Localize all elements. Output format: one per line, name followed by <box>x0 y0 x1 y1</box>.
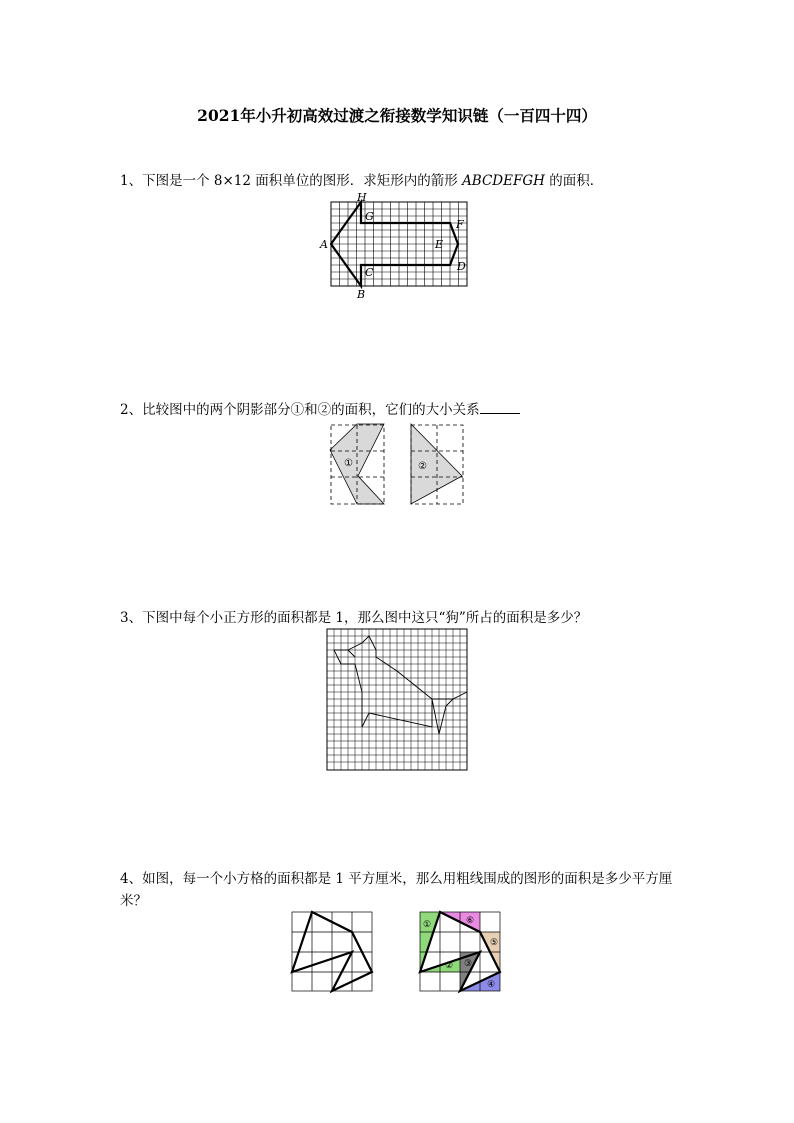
question-text: 如图，每一个小方格的面积都是 1 平方厘米，那么用粗线围成的图形的面积是多少平方厘米？ <box>120 871 673 909</box>
region-label-1: ① <box>423 920 432 930</box>
label-e: E <box>435 238 444 251</box>
label-a: A <box>320 238 328 251</box>
and-word: 和 <box>304 402 318 418</box>
question-text: 下图是一个 8×12 面积单位的图形．求矩形内的箭形 <box>142 173 458 189</box>
answer-blank <box>480 399 520 414</box>
question-number: 1、 <box>120 173 143 189</box>
label-c: C <box>365 266 374 279</box>
question-number: 3、 <box>120 610 143 626</box>
region-label-3: ③ <box>464 959 473 969</box>
label-h: H <box>357 191 367 204</box>
region-2-label: ② <box>418 461 427 472</box>
figure-name: ABCDEFGH <box>462 173 545 189</box>
region-label-5: ⑤ <box>490 938 499 948</box>
label-d: D <box>457 260 466 273</box>
page-title: 2021年小升初高效过渡之衔接数学知识链（一百四十四） <box>197 106 597 125</box>
dog-figure <box>326 628 468 771</box>
label-f: F <box>456 218 464 231</box>
region-label-4: ④ <box>487 980 496 990</box>
question-4 <box>120 868 680 912</box>
mark-2: ② <box>317 402 332 418</box>
arrow-figure <box>318 190 478 302</box>
question-text-end: 的面积，它们的大小关系 <box>331 402 480 418</box>
grid-4a <box>292 912 372 991</box>
region-label-6: ⑥ <box>466 916 475 926</box>
mark-1: ① <box>290 402 305 418</box>
region-label-2: ② <box>445 961 454 971</box>
question-text: 比较图中的两个阴影部分 <box>142 402 291 418</box>
label-b: B <box>357 288 366 301</box>
figure-4b <box>419 911 503 993</box>
question-number: 2、 <box>120 402 143 418</box>
label-g: G <box>365 210 374 223</box>
question-1 <box>120 170 603 192</box>
question-text-end: 的面积． <box>549 173 604 189</box>
question-3 <box>120 607 587 629</box>
figure-4a <box>291 911 375 993</box>
region-1-label: ① <box>344 458 353 469</box>
question-number: 4、 <box>120 871 143 887</box>
question-text: 下图中每个小正方形的面积都是 1，那么图中这只“狗”所占的面积是多少？ <box>142 610 588 626</box>
question-2 <box>120 399 520 421</box>
compare-figure <box>330 424 466 508</box>
